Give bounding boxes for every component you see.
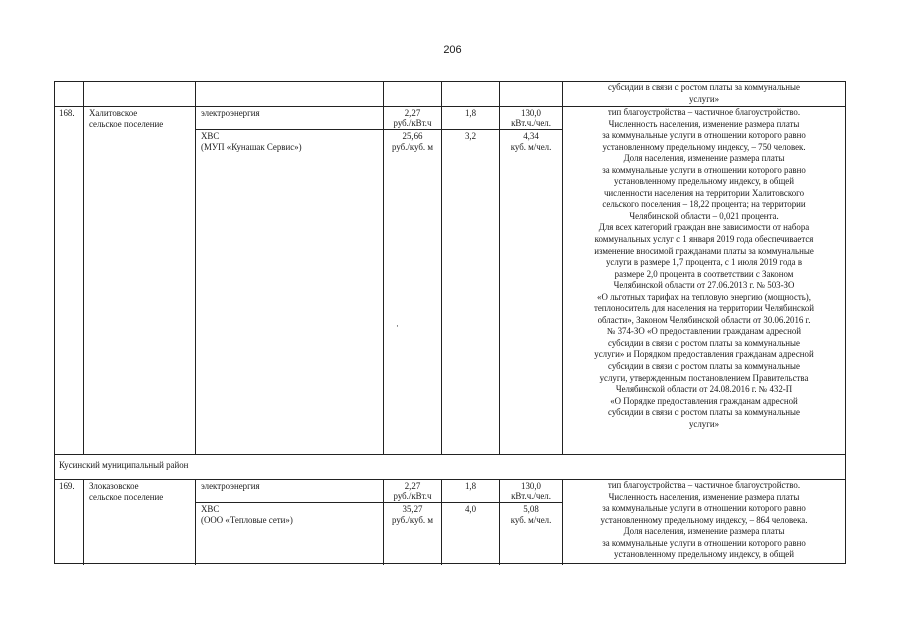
norm-unit: куб. м/чел. [510,515,552,525]
norm-value: 130,0 [521,108,541,118]
service-name: ХВС [201,504,220,514]
tariff-value: 25,66 [402,131,423,141]
norm-unit: куб. м/чел. [510,142,552,152]
index-value: 1,8 [464,481,477,491]
tariff-unit: руб./куб. м [392,142,433,152]
tariff-value: 2,27 [404,108,421,118]
service-name: ХВС [201,131,220,141]
settlement-name: сельское поселение [89,492,164,502]
norm-value: 5,08 [523,504,539,514]
service-name: электроэнергия [201,481,260,491]
settlement-name: сельское поселение [89,119,164,129]
col-divider [499,82,500,106]
top-row-notes: субсидии в связи с ростом платы за коммунальные услуги» [608,82,800,104]
settlement-name: Злоказовское [89,481,139,491]
tariff-table [54,81,846,564]
col-divider [441,82,442,106]
tariff-value: 35,27 [402,504,423,514]
page-number: 206 [443,44,462,56]
tariff-unit: руб./кВт.ч [393,491,432,501]
service-provider: (МУП «Кунашак Сервис») [201,142,302,152]
col-divider [383,106,384,454]
settlement-name: Халитовское [89,108,138,118]
index-value: 1,8 [464,108,477,118]
col-divider [383,82,384,106]
service-name: электроэнергия [201,108,260,118]
tariff-value: 2,27 [404,481,421,491]
row-notes: тип благоустройства – частичное благоустройство. Численность населения, изменение размера платы за коммунальные услуги в отношении которого равно установленному предельному индексу, – 864 человека. Доля населения, изменение размера платы за коммунальные услуги в отношении которого равно установленному предельному индексу, в общей [600,480,808,560]
district-title: Кусинский муниципальный район [59,460,189,470]
row-number: 168. [59,108,75,118]
col-divider [195,82,196,106]
col-divider [499,106,500,454]
col-divider [83,479,84,565]
index-value: 4,0 [464,504,477,514]
row-number: 169. [59,481,75,491]
col-divider [195,479,196,565]
tariff-unit: руб./кВт.ч [393,118,432,128]
col-divider [83,82,84,106]
norm-unit: кВт.ч./чел. [511,118,551,128]
tariff-unit: руб./куб. м [392,515,433,525]
index-value: 3,2 [464,131,477,141]
norm-value: 130,0 [521,481,541,491]
norm-value: 4,34 [523,131,539,141]
col-divider [441,106,442,454]
stray-mark: · [396,321,399,331]
col-divider [195,106,196,454]
norm-unit: кВт.ч./чел. [511,491,551,501]
row-notes: тип благоустройства – частичное благоустройство. Численность населения, изменение размера платы за коммунальные услуги в отношении которого равно установленному предельному индексу, – 750 человек. Доля населения, изменение размера платы за коммунальные услуги в отношении которого равно установленному предельному индексу, в общей численности населения на территории Халитовского сельского поселения – 18,22 процента; на территории Челябинской области – 0,021 процента. Для всех категорий граждан вне зависимости от набора коммунальных услуг с 1 января 2019 года обеспечивается изменение вносимой гражданами платы за коммунальные услуги в размере 1,7 процента, с 1 июля 2019 года в размере 2,0 процента в соответствии с Законом Челябинской области от 27.06.2013 г. № 503-ЗО «О льготных тарифах на тепловую энергию (мощность), теплоноситель для населения на территории Челябинской области», Законом Челябинской области от 30.06.2016 г. № 374-ЗО «О предоставлении гражданам адресной субсидии в связи с ростом платы за коммунальные услуги» и Порядком предоставления гражданам адресной субсидии в связи с ростом платы за коммунальные услуги, утвержденным постановлением Правительства Челябинской области от 24.08.2016 г. № 432-П «О Порядке предоставления гражданам адресной субсидии в связи с ростом платы за коммунальные услуги» [593,107,815,429]
service-provider: (ООО «Тепловые сети») [201,515,293,525]
row-divider [55,454,845,455]
col-divider [83,106,84,454]
